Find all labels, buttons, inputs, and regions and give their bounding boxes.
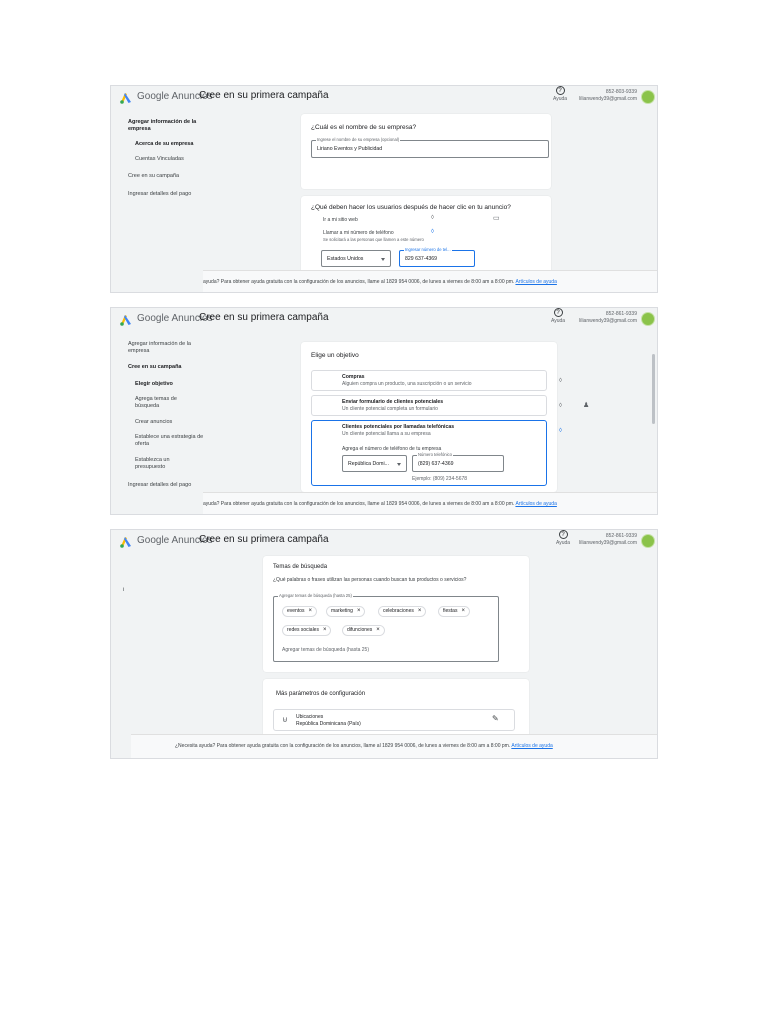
- drop-icon: ◊: [559, 378, 562, 384]
- avatar[interactable]: [641, 534, 655, 548]
- top-bar: [111, 86, 658, 108]
- action-question: ¿Qué deben hacer los usuarios después de hacer clic en tu anuncio?: [311, 204, 511, 211]
- phone-field[interactable]: Número telefónico (829) 637-4369: [412, 455, 504, 472]
- drop-icon: ◊: [559, 428, 562, 434]
- location-icon: ⊍: [282, 715, 288, 724]
- phone-example: Ejemplo: (809) 234-5678: [412, 476, 468, 482]
- close-icon[interactable]: ×: [356, 608, 361, 614]
- brand-name: Google Anuncios: [137, 91, 213, 102]
- topic-chip[interactable]: celebraciones ×: [378, 606, 426, 617]
- calendar-icon[interactable]: ▭: [493, 215, 500, 222]
- account-info[interactable]: 852-861-9339 lilianwendy39@gmail.com: [579, 533, 637, 546]
- objective-option-leads-form[interactable]: Enviar formulario de clientes potenciales Un cliente potencial completa un formulario: [311, 395, 547, 416]
- account-info[interactable]: 852-803-9339 lilianwendy39@gmail.com: [579, 89, 637, 102]
- sidebar-item-objective[interactable]: Elegir objetivo: [135, 381, 173, 387]
- topic-chip[interactable]: eventos ×: [282, 606, 317, 617]
- more-settings-card: [263, 679, 529, 739]
- call-note: Se solicitará a las personas que llamen a este número: [323, 237, 424, 242]
- locations-row[interactable]: ⊍ Ubicaciones República Dominicana (País) ✎: [273, 709, 515, 731]
- help-icon: ?: [556, 86, 565, 95]
- company-card: [301, 114, 551, 189]
- chevron-down-icon: [381, 258, 385, 261]
- company-name-field[interactable]: Ingrese el nombre de su empresa (opcional) Liriano Eventos y Publicidad: [311, 140, 549, 158]
- topic-chip[interactable]: marketing ×: [326, 606, 365, 617]
- topic-chip[interactable]: difunciones ×: [342, 625, 385, 636]
- sidebar: [111, 108, 211, 292]
- sidebar-item-topics[interactable]: Agrega temas de búsqueda: [135, 396, 177, 409]
- sidebar-section-payment[interactable]: Ingresar detalles del pago: [128, 482, 192, 488]
- help-icon: ?: [559, 530, 568, 539]
- topics-question: ¿Qué palabras o frases utilizan las personas cuando buscan tus productos o servicios?: [273, 577, 467, 583]
- sidebar-item-bidding[interactable]: Establece una estrategia de oferta: [135, 434, 204, 447]
- avatar[interactable]: [641, 312, 655, 326]
- option-call[interactable]: Llamar a mi número de teléfono: [323, 230, 394, 236]
- help-articles-link[interactable]: Artículos de ayuda: [511, 743, 553, 749]
- screenshot-2: [110, 307, 658, 515]
- close-icon[interactable]: ×: [417, 608, 422, 614]
- help-button[interactable]: ? Ayuda: [555, 532, 571, 546]
- avatar[interactable]: [641, 90, 655, 104]
- objective-option-purchases[interactable]: Compras Alguien compra un producto, una suscripción o un servicio: [311, 370, 547, 391]
- help-button[interactable]: ? Ayuda: [552, 88, 568, 102]
- topics-field[interactable]: Agregar temas de búsqueda (hasta 25) eventos × marketing × celebraciones × fiestas × redes sociales × difunciones × Agregar temas de búsqueda (hasta 25): [273, 596, 499, 662]
- search-topics-card: [263, 556, 529, 672]
- sidebar-marker: i: [123, 587, 125, 593]
- main-content: [215, 330, 657, 514]
- account-info[interactable]: 852-861-9339 lilianwendy39@gmail.com: [579, 311, 637, 324]
- objective-title: Elige un objetivo: [311, 352, 359, 359]
- help-icon: ?: [554, 308, 563, 317]
- topics-input-placeholder[interactable]: Agregar temas de búsqueda (hasta 25): [282, 647, 369, 653]
- help-articles-link[interactable]: Artículos de ayuda: [515, 501, 557, 507]
- top-bar: [111, 308, 658, 330]
- objective-card: [301, 342, 557, 492]
- drop-icon: ◊: [559, 403, 562, 409]
- close-icon[interactable]: ×: [308, 608, 313, 614]
- page-title: Cree en su primera campaña: [199, 90, 329, 101]
- drop-icon: ◊: [431, 215, 434, 221]
- sidebar-section-company[interactable]: Agregar información de la empresa: [128, 341, 191, 354]
- google-ads-logo-icon: [119, 312, 133, 326]
- screenshot-1: [110, 85, 658, 293]
- more-settings-title: Más parámetros de configuración: [276, 691, 366, 697]
- close-icon[interactable]: ×: [461, 608, 465, 614]
- chevron-down-icon: [397, 463, 401, 466]
- drop-icon: ◊: [431, 229, 434, 235]
- help-articles-link[interactable]: Artículos de ayuda: [515, 279, 557, 285]
- sidebar-section-company[interactable]: Agregar información de la empresa: [128, 119, 197, 132]
- page-title: Cree en su primera campaña: [199, 312, 329, 323]
- topic-chip[interactable]: redes sociales ×: [282, 625, 331, 636]
- sidebar: [111, 552, 131, 758]
- topic-chip[interactable]: fiestas ×: [438, 606, 470, 617]
- sidebar-section-campaign[interactable]: Cree en su campaña: [128, 364, 182, 370]
- scrollbar[interactable]: [652, 354, 655, 424]
- google-ads-logo-icon: [119, 90, 133, 104]
- sidebar-item-linked-accounts[interactable]: Cuentas Vinculadas: [135, 156, 184, 162]
- action-card: [301, 196, 551, 276]
- phone-prompt: Agrega el número de teléfono de tu empresa: [342, 446, 442, 452]
- country-select[interactable]: República Domi...: [342, 455, 407, 472]
- help-button[interactable]: ? Ayuda: [550, 310, 566, 324]
- sidebar: [111, 330, 211, 514]
- page-title: Cree en su primera campaña: [199, 534, 329, 545]
- phone-field[interactable]: Ingresar número de tel... 829 637-4369: [399, 250, 475, 267]
- close-icon[interactable]: ×: [376, 627, 380, 633]
- main-content: [215, 108, 657, 292]
- brand-name: Google Anuncios: [137, 535, 213, 546]
- brand-name: Google Anuncios: [137, 313, 213, 324]
- person-icon: ♟: [583, 402, 590, 409]
- option-website[interactable]: Ir a mi sitio web: [323, 217, 358, 223]
- topics-title: Temas de búsqueda: [273, 564, 328, 570]
- main-content: [131, 552, 657, 758]
- sidebar-section-payment[interactable]: Ingresar detalles del pago: [128, 191, 192, 197]
- help-footer: ¿Necesita ayuda? Para obtener ayuda gratuita con la configuración de los anuncios, llame al 1829 954 0006, de lunes a viernes de 8:00 am a 8:00 pm. Artículos de ayuda: [131, 734, 657, 758]
- sidebar-section-campaign[interactable]: Cree en su campaña: [128, 173, 180, 179]
- top-bar: [111, 530, 658, 552]
- screenshot-3: [110, 529, 658, 759]
- sidebar-item-ads[interactable]: Crear anuncios: [135, 419, 173, 425]
- edit-pencil-icon[interactable]: ✎: [492, 714, 499, 723]
- sidebar-item-budget[interactable]: Establezca un presupuesto: [135, 457, 170, 470]
- close-icon[interactable]: ×: [322, 627, 327, 633]
- help-footer: ayuda? Para obtener ayuda gratuita con la configuración de los anuncios, llame al 1829 954 0006, de lunes a viernes de 8:00 am a 8:00 pm. Artículos de ayuda: [203, 492, 657, 514]
- google-ads-logo-icon: [119, 534, 133, 548]
- objective-option-phone-leads[interactable]: Clientes potenciales por llamadas telefónicas Un cliente potencial llama a su empresa Agrega el número de teléfono de tu empresa República Domi... Número telefónico (829) 637-4369 Ejemplo: (809) 234-5678: [311, 420, 547, 486]
- country-select[interactable]: Estados Unidos: [321, 250, 391, 267]
- sidebar-item-about[interactable]: Acerca de su empresa: [135, 141, 194, 147]
- company-question: ¿Cuál es el nombre de su empresa?: [311, 124, 417, 131]
- help-footer: ayuda? Para obtener ayuda gratuita con la configuración de los anuncios, llame al 1829 954 0006, de lunes a viernes de 8:00 am a 8:00 pm. Artículos de ayuda: [203, 270, 657, 292]
